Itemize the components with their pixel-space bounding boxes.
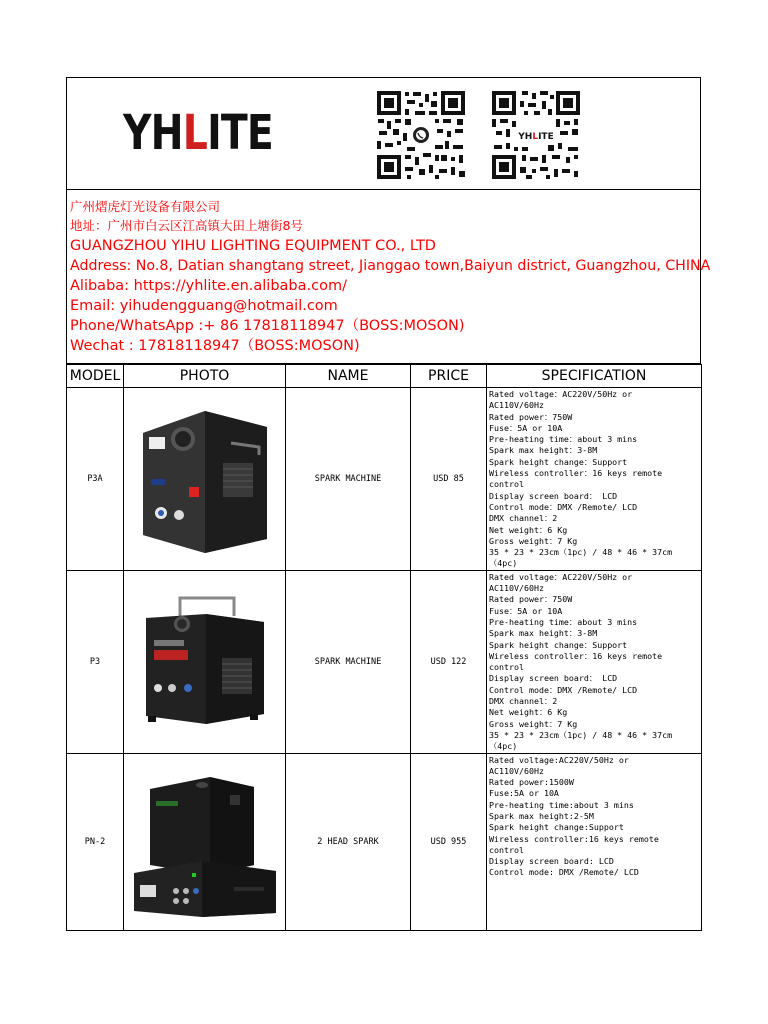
name-cell: 2 HEAD SPARK (286, 753, 411, 930)
company-name-en: GUANGZHOU YIHU LIGHTING EQUIPMENT CO., LTD (70, 238, 436, 254)
photo-cell (124, 388, 286, 571)
phone-whatsapp: Phone/WhatsApp :+ 86 17818118947（BOSS:MOSON) (70, 318, 465, 334)
spec-line: Control mode: DMX /Remote/ LCD (489, 867, 639, 878)
model-cell: P3 (67, 570, 124, 753)
product-photo-pn2 (130, 767, 280, 917)
spec-line: 35 * 23 * 23cm（1pc) / 48 * 46 * 37cm (489, 547, 673, 558)
price-cell: USD 955 (411, 753, 487, 930)
spec-line: AC110V/60Hz (489, 583, 544, 594)
spec-line: Display screen board： LCD (489, 673, 618, 684)
spec-line: Spark max height:2-5M (489, 810, 594, 821)
alibaba-link[interactable]: Alibaba: https://yhlite.en.alibaba.com/ (70, 278, 347, 294)
spec-line: Pre-heating time：about 3 mins (489, 616, 638, 627)
spec-line: Gross weight：7 Kg (489, 535, 578, 546)
header-photo: PHOTO (124, 365, 286, 388)
specification-cell (487, 753, 702, 930)
spec-line: Gross weight：7 Kg (489, 718, 578, 729)
spec-line: Pre-heating time:about 3 mins (489, 799, 634, 810)
table-row (67, 570, 702, 753)
model-cell: PN-2 (67, 753, 124, 930)
spec-line: Spark max height：3-8M (489, 628, 598, 639)
spec-line: Display screen board： LCD (489, 490, 618, 501)
spec-line: Wireless controller:16 keys remote (489, 833, 659, 844)
spec-line: control (489, 844, 524, 855)
photo-cell (124, 753, 286, 930)
spec-line: Fuse：5A or 10A (489, 605, 563, 616)
spec-line: Wireless controller：16 keys remote (489, 650, 663, 661)
header-model: MODEL (67, 365, 124, 388)
spec-line: 35 * 23 * 23cm（1pc) / 48 * 46 * 37cm (489, 729, 673, 740)
wechat-qr-logo: YHLITE (518, 132, 554, 142)
specification-cell (487, 388, 702, 571)
spec-line: control (489, 662, 524, 673)
photo-cell (124, 570, 286, 753)
spec-line: Display screen board: LCD (489, 856, 614, 867)
product-table (66, 364, 702, 931)
spec-line: （4pc) (489, 741, 518, 752)
spec-line: Pre-heating time：about 3 mins (489, 434, 638, 445)
spec-line: Control mode：DMX /Remote/ LCD (489, 684, 638, 695)
spec-line: Spark height change：Support (489, 456, 628, 467)
table-row (67, 753, 702, 930)
spec-line: Rated power：750W (489, 411, 573, 422)
spec-line: Spark height change:Support (489, 822, 624, 833)
header-price: PRICE (411, 365, 487, 388)
name-cell: SPARK MACHINE (286, 570, 411, 753)
header-specification: SPECIFICATION (487, 365, 702, 388)
spec-line: Fuse：5A or 10A (489, 422, 563, 433)
spec-line: （4pc) (489, 558, 518, 569)
contact-info-box (66, 189, 711, 364)
company-logo: YHLITE (123, 105, 273, 161)
spec-line: Control mode：DMX /Remote/ LCD (489, 501, 638, 512)
product-photo-p3 (140, 592, 270, 732)
address-en: Address: No.8, Datian shangtang street, Jianggao town,Baiyun district, Guangzhou, CHINA (70, 258, 711, 274)
header-logo-box (66, 77, 701, 190)
name-cell: SPARK MACHINE (286, 388, 411, 571)
company-name-cn: 广州熠虎灯光设备有限公司 (70, 199, 221, 214)
price-cell: USD 85 (411, 388, 487, 571)
whatsapp-qr-code (375, 89, 467, 181)
model-cell: P3A (67, 388, 124, 571)
wechat-id: Wechat : 17818118947（BOSS:MOSON) (70, 338, 360, 354)
spec-line: DMX channel：2 (489, 696, 558, 707)
address-cn: 地址：广州市白云区江高镇大田上塘街8号 (70, 218, 303, 233)
spec-line: Rated voltage：AC220V/50Hz or (489, 571, 633, 582)
spec-line: Rated voltage：AC220V/50Hz or (489, 389, 633, 399)
spec-line: Spark height change：Support (489, 639, 628, 650)
spec-line: DMX channel：2 (489, 513, 558, 524)
spec-line: Spark max height：3-8M (489, 445, 598, 456)
spec-line: Net weight：6 Kg (489, 524, 568, 535)
table-row (67, 388, 702, 571)
spec-line: AC110V/60Hz (489, 765, 544, 776)
specification-cell (487, 570, 702, 753)
product-photo-p3a (135, 403, 275, 555)
spec-line: Rated power：750W (489, 594, 573, 605)
wechat-qr-code (490, 89, 582, 181)
spec-line: Fuse:5A or 10A (489, 788, 559, 799)
spec-line: Wireless controller：16 keys remote (489, 468, 663, 479)
table-header-row (67, 365, 702, 388)
spec-line: AC110V/60Hz (489, 400, 544, 411)
spec-line: Net weight：6 Kg (489, 707, 568, 718)
spec-line: control (489, 479, 524, 490)
header-name: NAME (286, 365, 411, 388)
spec-line: Rated power:1500W (489, 777, 574, 788)
spec-line: Rated voltage:AC220V/50Hz or (489, 754, 629, 765)
email-link[interactable]: Email: yihudengguang@hotmail.com (70, 298, 338, 314)
price-cell: USD 122 (411, 570, 487, 753)
